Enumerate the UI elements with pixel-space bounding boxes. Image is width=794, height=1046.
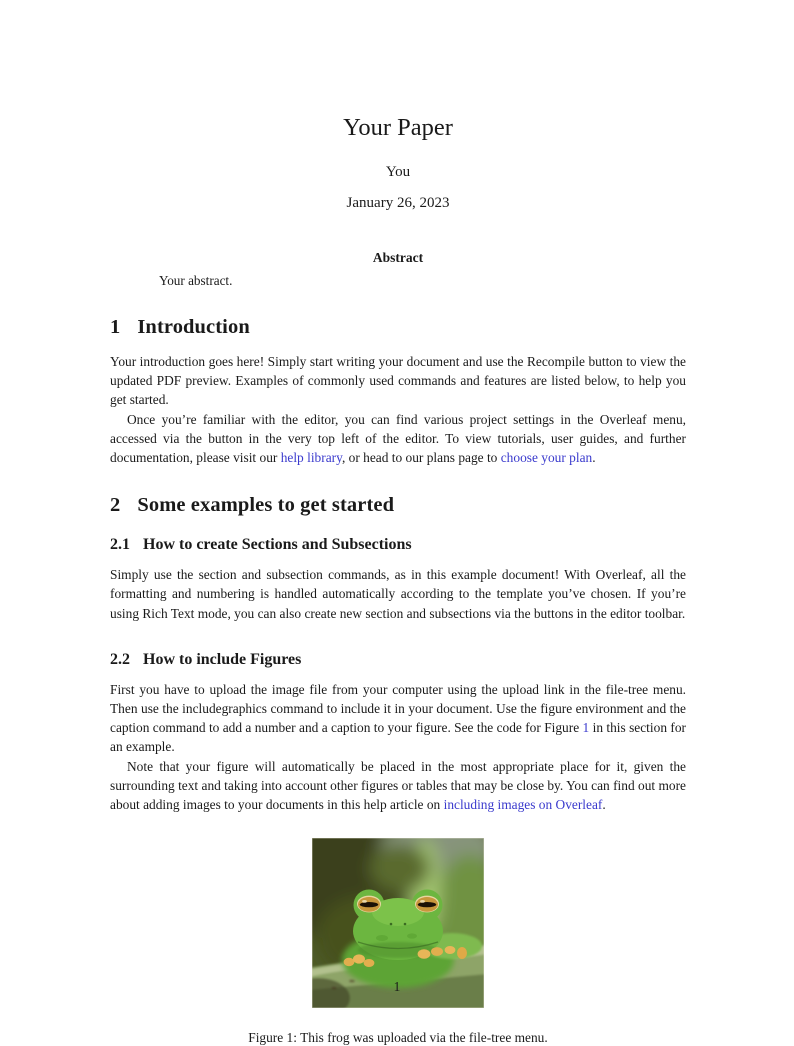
page-number: 1 [393,979,401,994]
choose-your-plan-link[interactable]: choose your plan [500,450,593,466]
document-content [110,0,686,1046]
text-segment: Once you’re familiar with the editor, you can find various project settings in the Overleaf menu, accessed via the button in the very top left of the editor. To view tutorials, user guides, and further documentation, please visit our [110,411,686,466]
abstract-heading: Abstract [372,250,424,265]
figure-1-reference-link[interactable]: 1 [582,720,590,736]
text-segment: , or head to our plans page to [341,450,501,466]
text-segment: First you have to upload the image file from your computer using the upload link in the file-tree menu. Then use the includegraphics command to include it in your document. Use the figure environment and the caption command to add a number and a caption to your figure. See the code for Figure [110,681,686,736]
section-2-title: Some examples to get started [137,494,395,517]
section-1-number: 1 [110,316,121,338]
text-segment: . [592,450,596,466]
subsection-2-1-number: 2.1 [110,536,130,554]
subsection-2-2-title: How to include Figures [143,650,302,668]
section-1-title: Introduction [137,316,250,338]
section-1-heading [110,316,686,339]
section-2-number: 2 [110,494,121,517]
subsection-2-1-heading [110,536,686,554]
subsection-2-2-paragraph-2 [110,757,686,815]
abstract-body: Your abstract. [159,273,233,288]
author-line: You [385,164,411,180]
text-segment: Note that your figure will automatically be placed in the most appropriate place for it, given the surrounding text and taking into account other figures or tables that may be close by. You can find out more about adding images to your documents in this help article on [110,758,686,813]
date-line: January 26, 2023 [346,195,450,211]
subsection-2-2-number: 2.2 [110,650,130,668]
page-title: Your Paper [343,114,453,141]
subsection-2-2-heading [110,651,686,669]
intro-paragraph-2 [110,410,686,468]
section-2-heading [110,494,686,517]
subsection-2-1-paragraph: Simply use the section and subsection commands, as in this example document! With Overleaf, all the formatting and numbering is handled automatically according to the template you’ve chosen. If you’re using Rich Text mode, you can also create new section and subsections via the buttons in the editor toolbar. [110,567,686,621]
text-segment: in this section for an example. [110,720,686,755]
subsection-2-2-paragraph-1 [110,680,686,757]
figure-1 [110,838,686,1046]
text-segment: . [602,797,606,813]
subsection-2-1-title: How to create Sections and Subsections [143,536,412,554]
help-library-link[interactable]: help library [280,450,342,466]
figure-1-caption: Figure 1: This frog was uploaded via the file-tree menu. [248,1030,548,1046]
including-images-link[interactable]: including images on Overleaf [443,797,603,813]
intro-paragraph-1: Your introduction goes here! Simply start writing your document and use the Recompile button to view the updated PDF preview. Examples of commonly used commands and features are listed below, to help you get started. [110,354,686,408]
